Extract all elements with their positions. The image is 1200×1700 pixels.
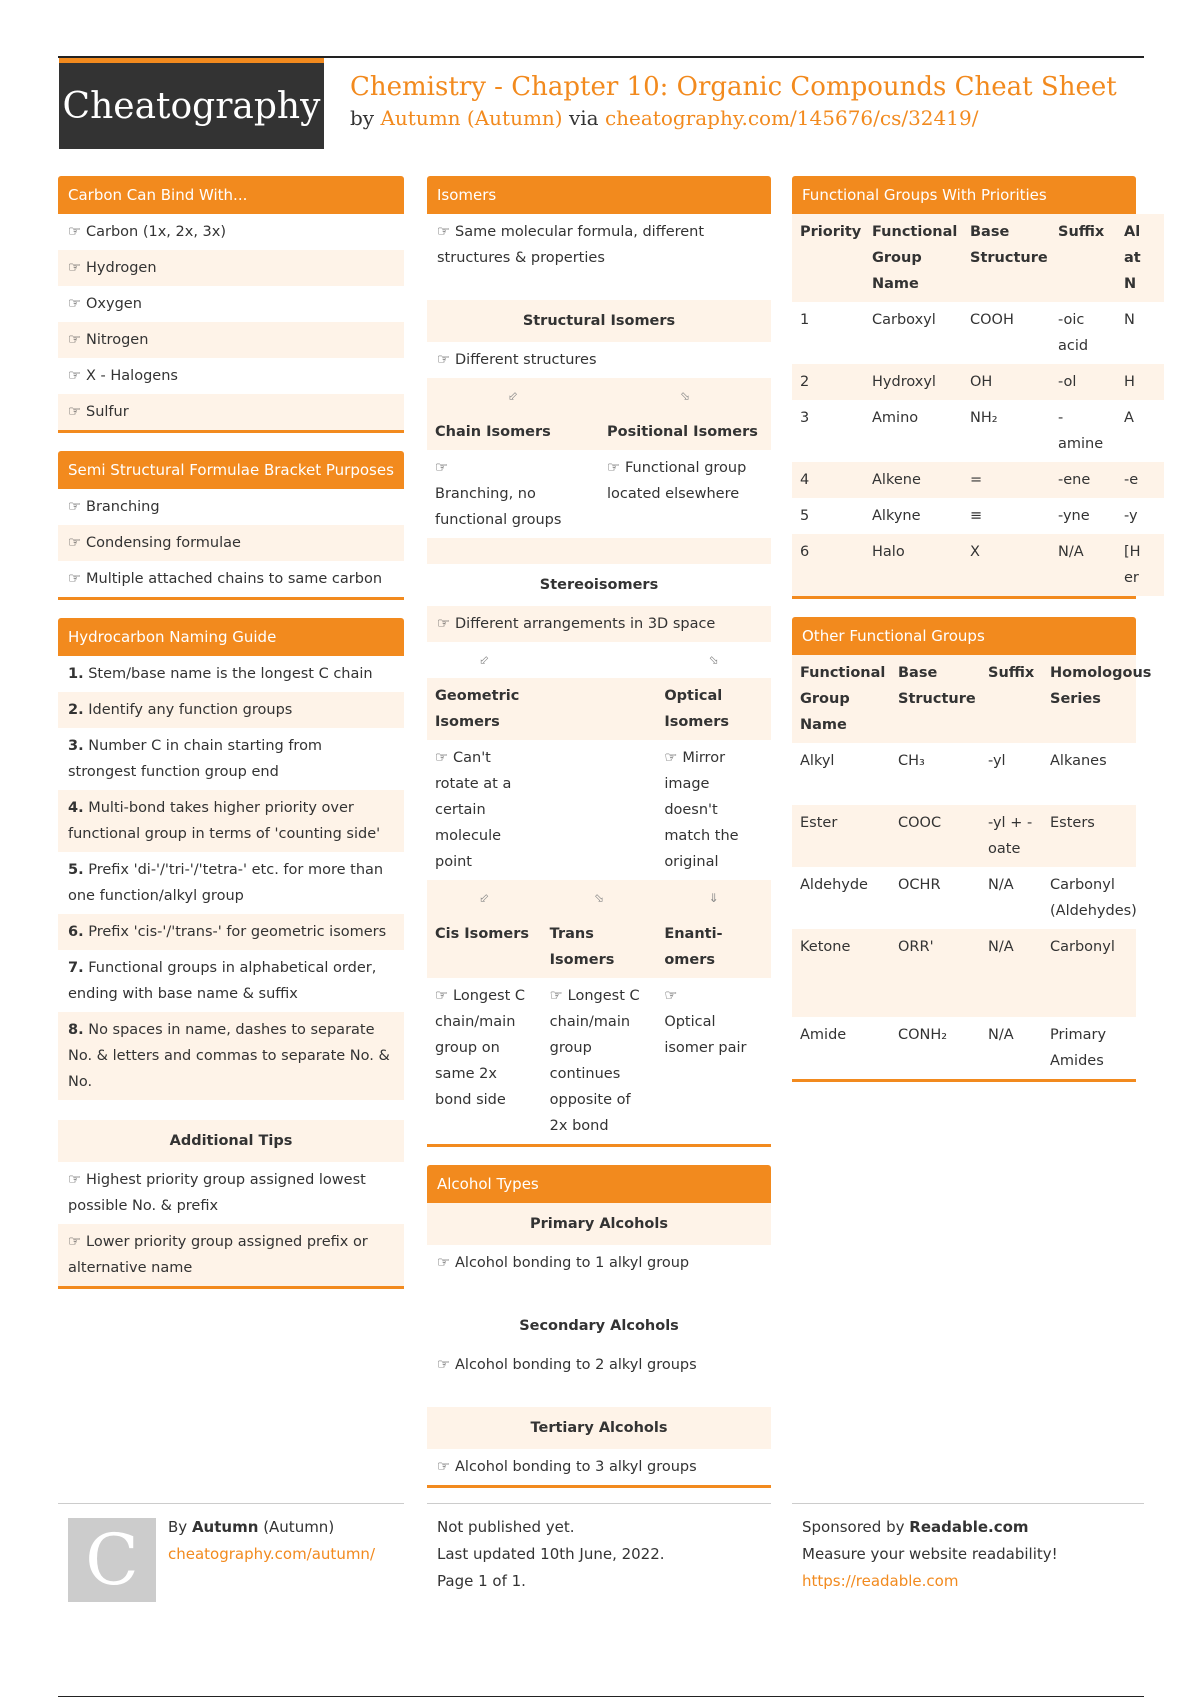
table-cell: -y (1124, 508, 1138, 524)
table-row (792, 462, 1164, 498)
footer-publish-info: Not published yet. Last updated 10th June, 2022. Page 1 of 1. (437, 1518, 665, 1590)
list-item: 3. Number C in chain starting from strongest function group end (58, 728, 404, 790)
table-cell: Carbonyl (1042, 929, 1136, 1017)
carbon-bind-box (58, 176, 404, 433)
hand-pointing-icon: ☞ (437, 224, 450, 240)
hand-pointing-icon: ☞ (435, 460, 448, 476)
table-cell: N (1124, 312, 1135, 328)
table-cell: COOC (890, 805, 980, 867)
column-header: Homologous Series (1042, 655, 1136, 743)
list-item: ☞ Alcohol bonding to 2 alkyl groups (427, 1347, 771, 1383)
list-item: 4. Multi-bond takes higher priority over functional group in terms of 'counting side' (58, 790, 404, 852)
table-row (792, 364, 1164, 400)
table-cell: N/A (988, 1027, 1014, 1043)
table-row (792, 534, 1164, 596)
geometric-isomers-desc: ☞ Can't rotate at a certain molecule point (427, 740, 542, 880)
list-item: ☞ Multiple attached chains to same carbon (58, 561, 404, 597)
list-item: 1. Stem/base name is the longest C chain (58, 656, 404, 692)
hand-pointing-icon: ☞ (435, 988, 448, 1004)
hand-pointing-icon: ☞ (68, 296, 81, 312)
bottom-rule (58, 1696, 1144, 1697)
table-cell: Halo (864, 534, 962, 596)
table-cell: 2 (792, 364, 864, 400)
spacer (427, 538, 771, 564)
other-groups-box (792, 617, 1152, 1082)
column-header: Al at N (1116, 214, 1164, 302)
table-cell: ORR' (890, 929, 980, 1017)
trans-isomers-desc: ☞ Longest C chain/main group continues opposite of 2x bond (542, 978, 657, 1144)
list-item: ☞ Branching (58, 489, 404, 525)
naming-guide-box (58, 618, 404, 1289)
footer-rule (58, 1503, 404, 1504)
table-cell: 1 (800, 312, 810, 328)
list-item: ☞ Sulfur (58, 394, 404, 430)
list-item: ☞ Highest priority group assigned lowest possible No. & prefix (58, 1162, 404, 1224)
arrow-down-icon: ⬂ (542, 880, 657, 916)
list-item: 8. No spaces in name, dashes to separate No. & letters and commas to separate No. & No. (58, 1012, 404, 1100)
hand-pointing-icon: ☞ (68, 404, 81, 420)
footer-rule (792, 1503, 1144, 1504)
byline (350, 106, 978, 130)
hand-pointing-icon: ☞ (664, 750, 678, 766)
table-cell: Esters (1042, 805, 1136, 867)
primary-alcohols-heading: Primary Alcohols (427, 1203, 771, 1245)
table-cell: -yne (1058, 508, 1090, 524)
table-cell: Alkyne (872, 508, 921, 524)
table-cell: -oic acid (1058, 312, 1089, 354)
list-item: ☞ Hydrogen (58, 250, 404, 286)
hand-pointing-icon: ☞ (437, 616, 450, 632)
list-item: ☞ Alcohol bonding to 3 alkyl groups (427, 1449, 771, 1485)
table-cell: -ene (1050, 462, 1116, 498)
table-header-row (792, 655, 1136, 743)
table-cell: Ketone (792, 929, 890, 1017)
hand-pointing-icon: ☞ (435, 750, 448, 766)
via-label: via (568, 106, 599, 130)
priorities-table (792, 214, 1164, 596)
table-cell: -ol (1050, 364, 1116, 400)
structural-isomers-heading: Structural Isomers (427, 300, 771, 342)
hand-pointing-icon: ☞ (437, 1255, 450, 1271)
column-header: Base Structure (962, 214, 1050, 302)
list-item: ☞ Lower priority group assigned prefix or alternative name (58, 1224, 404, 1286)
hand-pointing-icon: ☞ (437, 1357, 450, 1373)
author-link[interactable]: Autumn (Autumn) (380, 106, 563, 130)
column-header: Base Structure (890, 655, 980, 743)
sponsor-link[interactable]: https://readable.com (802, 1572, 959, 1590)
chain-isomers-desc: ☞ Branching, no functional groups (427, 450, 599, 538)
list-item: 2. Identify any function groups (58, 692, 404, 728)
table-row (792, 805, 1136, 867)
column-header: Functional Group Name (792, 655, 890, 743)
hand-pointing-icon: ☞ (437, 352, 450, 368)
semi-structural-header: Semi Structural Formulae Bracket Purposes (58, 451, 404, 489)
table-cell: X (962, 534, 1050, 596)
isomers-box (427, 176, 771, 1147)
arrow-down-icon: ⇓ (656, 880, 771, 916)
hand-pointing-icon: ☞ (607, 460, 620, 476)
table-cell: Amide (800, 1027, 847, 1043)
hand-pointing-icon: ☞ (68, 571, 81, 587)
list-item: ☞ Oxygen (58, 286, 404, 322)
table-cell: 6 (792, 534, 864, 596)
table-cell: Primary Amides (1050, 1027, 1107, 1069)
cis-isomers-heading: Cis Isomers (427, 916, 542, 978)
chain-isomers-heading: Chain Isomers (427, 414, 599, 450)
cis-isomers-desc: ☞ Longest C chain/main group on same 2x bond side (427, 978, 542, 1144)
list-item: 6. Prefix 'cis-'/'trans-' for geometric isomers (58, 914, 404, 950)
table-cell: Alkanes (1050, 753, 1107, 769)
table-cell: -yl (988, 753, 1006, 769)
table-cell: 4 (792, 462, 864, 498)
hand-pointing-icon: ☞ (437, 1459, 450, 1475)
column-header: Priority (792, 214, 864, 302)
positional-isomers-desc: ☞ Functional group located elsewhere (599, 450, 771, 538)
footer-author: By Autumn (Autumn) cheatography.com/autumn/ (168, 1514, 375, 1568)
carbon-bind-header: Carbon Can Bind With... (58, 176, 404, 214)
cheatography-logo[interactable]: Cheatography (59, 58, 324, 149)
hand-pointing-icon: ☞ (68, 1172, 81, 1188)
column-header: Functional Group Name (864, 214, 962, 302)
trans-isomers-heading: Trans Isomers (542, 916, 657, 978)
table-cell: 3 (800, 410, 810, 426)
list-item: ☞ Different structures (427, 342, 771, 378)
table-cell: Aldehyde (800, 877, 868, 893)
table-cell: CH₃ (898, 753, 925, 769)
table-cell: 5 (800, 508, 810, 524)
list-item: ☞ X - Halogens (58, 358, 404, 394)
table-cell: = (962, 462, 1050, 498)
hand-pointing-icon: ☞ (68, 1234, 81, 1250)
structural-subtable (427, 378, 771, 538)
table-row (792, 400, 1164, 462)
semi-structural-box (58, 451, 404, 600)
table-cell: Carbonyl (Aldehydes) (1050, 877, 1137, 919)
table-cell: Ester (792, 805, 890, 867)
table-row (792, 743, 1136, 805)
priorities-header: Functional Groups With Priorities (792, 176, 1136, 214)
table-cell: COOH (970, 312, 1014, 328)
page-title: Chemistry - Chapter 10: Organic Compounds Cheat Sheet (350, 72, 1117, 102)
optical-isomers-desc: ☞ Mirror image doesn't match the original (656, 740, 771, 880)
column-header: Suffix (1050, 214, 1116, 302)
arrow-down-icon: ⬂ (599, 378, 771, 414)
enantiomers-desc: ☞ Optical isomer pair (656, 978, 771, 1144)
hand-pointing-icon: ☞ (664, 988, 678, 1004)
table-cell: Carboxyl (872, 312, 936, 328)
table-cell: -amine (1058, 410, 1104, 452)
list-item: ☞ Different arrangements in 3D space (427, 606, 771, 642)
table-cell: A (1124, 410, 1134, 426)
stereoisomers-heading: Stereoisomers (539, 577, 659, 593)
hand-pointing-icon: ☞ (68, 499, 81, 515)
positional-isomers-heading: Positional Isomers (599, 414, 771, 450)
additional-tips-heading: Additional Tips (58, 1120, 404, 1162)
table-cell: N/A (988, 877, 1014, 893)
by-label: by (350, 106, 375, 130)
arrow-down-icon: ⬃ (479, 653, 490, 667)
priorities-box (792, 176, 1141, 599)
list-item: 7. Functional groups in alphabetical order, ending with base name & suffix (58, 950, 404, 1012)
arrow-down-icon: ⬂ (708, 653, 719, 667)
enantiomers-heading: Enanti-omers (656, 916, 771, 978)
table-cell: Hydroxyl (864, 364, 962, 400)
tertiary-alcohols-heading: Tertiary Alcohols (427, 1407, 771, 1449)
list-item: ☞ Alcohol bonding to 1 alkyl group (427, 1245, 771, 1281)
other-groups-table (792, 655, 1152, 1079)
table-cell: OH (962, 364, 1050, 400)
column-left (58, 176, 404, 1307)
table-cell: [H er (1116, 534, 1164, 596)
arrow-down-icon: ⬃ (427, 880, 542, 916)
list-item: 5. Prefix 'di-'/'tri-'/'tetra-' etc. for more than one function/alkyl group (58, 852, 404, 914)
hand-pointing-icon: ☞ (549, 988, 563, 1004)
arrow-down-icon: ⬃ (427, 378, 599, 414)
table-row (792, 302, 1164, 364)
geometric-isomers-heading: Geometric Isomers (427, 678, 542, 740)
table-header-row (792, 214, 1164, 302)
stereo-subtable (427, 642, 771, 1144)
list-item: ☞ Nitrogen (58, 322, 404, 358)
table-cell: NH₂ (970, 410, 998, 426)
spacer (427, 276, 771, 300)
list-item: ☞ Carbon (1x, 2x, 3x) (58, 214, 404, 250)
spacer (427, 1281, 771, 1305)
table-cell: CONH₂ (898, 1027, 948, 1043)
table-row (792, 498, 1164, 534)
alcohol-types-box (427, 1165, 771, 1488)
spacer (427, 1383, 771, 1407)
isomers-header: Isomers (427, 176, 771, 214)
column-header: Suffix (980, 655, 1042, 743)
footer-rule (427, 1503, 771, 1504)
table-cell: OCHR (898, 877, 941, 893)
other-groups-header: Other Functional Groups (792, 617, 1136, 655)
table-cell: -e (1116, 462, 1164, 498)
spacer (58, 1100, 404, 1120)
table-cell: Amino (872, 410, 919, 426)
cheatography-c-logo: C (68, 1518, 156, 1602)
table-cell: Alkyl (800, 753, 835, 769)
table-cell: -yl + -oate (980, 805, 1042, 867)
optical-isomers-heading: Optical Isomers (656, 678, 771, 740)
column-right (792, 176, 1152, 1100)
author-profile-link[interactable]: cheatography.com/autumn/ (168, 1545, 375, 1563)
table-cell: N/A (980, 929, 1042, 1017)
sheet-url-link[interactable]: cheatography.com/145676/cs/32419/ (604, 106, 979, 130)
naming-guide-header: Hydrocarbon Naming Guide (58, 618, 404, 656)
table-row (792, 1017, 1136, 1079)
footer-sponsor: Sponsored by Readable.com Measure your website readability! https://readable.com (802, 1514, 1058, 1595)
hand-pointing-icon: ☞ (68, 260, 81, 276)
alcohol-types-header: Alcohol Types (427, 1165, 771, 1203)
hand-pointing-icon: ☞ (68, 224, 81, 240)
hand-pointing-icon: ☞ (68, 368, 81, 384)
secondary-alcohols-heading: Secondary Alcohols (519, 1318, 679, 1334)
table-cell: ≡ (970, 508, 983, 524)
table-row (792, 929, 1136, 1017)
list-item: ☞ Same molecular formula, different structures & properties (427, 214, 771, 276)
table-row (792, 867, 1136, 929)
table-cell: H (1116, 364, 1164, 400)
table-cell: Alkene (864, 462, 962, 498)
table-cell: N/A (1050, 534, 1116, 596)
list-item: ☞ Condensing formulae (58, 525, 404, 561)
hand-pointing-icon: ☞ (68, 535, 81, 551)
hand-pointing-icon: ☞ (68, 332, 81, 348)
column-middle (427, 176, 771, 1506)
